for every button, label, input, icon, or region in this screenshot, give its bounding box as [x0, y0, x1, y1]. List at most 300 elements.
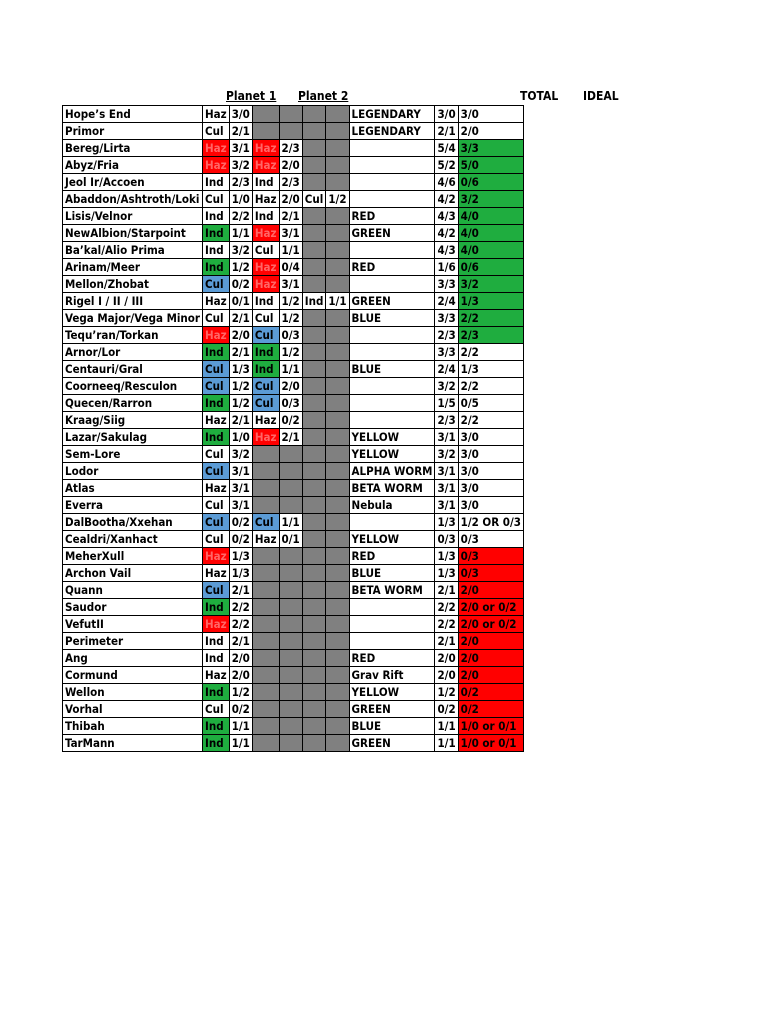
planet3-value-cell[interactable] [326, 582, 349, 599]
planet2-type-cell[interactable]: Ind [252, 361, 279, 378]
planet2-type-cell[interactable] [252, 616, 279, 633]
planet2-value-cell[interactable] [279, 735, 302, 752]
system-name-cell[interactable]: Primor [63, 123, 203, 140]
total-cell[interactable]: 3/3 [435, 276, 458, 293]
planet1-value-cell[interactable]: 1/2 [229, 395, 252, 412]
total-cell[interactable]: 2/1 [435, 123, 458, 140]
planet3-value-cell[interactable] [326, 344, 349, 361]
system-name-cell[interactable]: Archon Vail [63, 565, 203, 582]
planet1-value-cell[interactable]: 1/2 [229, 378, 252, 395]
planet3-value-cell[interactable] [326, 378, 349, 395]
ideal-cell[interactable]: 3/2 [458, 191, 523, 208]
planet1-type-cell[interactable]: Ind [203, 650, 230, 667]
planet3-value-cell[interactable] [326, 718, 349, 735]
ideal-cell[interactable]: 1/3 [458, 293, 523, 310]
planet2-value-cell[interactable]: 2/0 [279, 378, 302, 395]
planet2-value-cell[interactable]: 1/1 [279, 242, 302, 259]
label-cell[interactable]: GREEN [349, 293, 435, 310]
ideal-cell[interactable]: 0/6 [458, 259, 523, 276]
planet3-type-cell[interactable] [302, 718, 326, 735]
planet1-value-cell[interactable]: 2/0 [229, 327, 252, 344]
planet2-value-cell[interactable]: 2/3 [279, 140, 302, 157]
planet1-value-cell[interactable]: 2/1 [229, 633, 252, 650]
label-cell[interactable]: GREEN [349, 735, 435, 752]
label-cell[interactable]: LEGENDARY [349, 106, 435, 123]
planet2-value-cell[interactable] [279, 616, 302, 633]
system-name-cell[interactable]: Hope’s End [63, 106, 203, 123]
planet2-type-cell[interactable]: Ind [252, 208, 279, 225]
planet3-type-cell[interactable] [302, 463, 326, 480]
total-cell[interactable]: 1/1 [435, 718, 458, 735]
planet1-type-cell[interactable]: Haz [203, 327, 230, 344]
planet1-type-cell[interactable]: Cul [203, 514, 230, 531]
planet2-value-cell[interactable] [279, 701, 302, 718]
ideal-cell[interactable]: 2/2 [458, 310, 523, 327]
planet1-value-cell[interactable]: 2/1 [229, 344, 252, 361]
planet3-value-cell[interactable] [326, 463, 349, 480]
planet1-value-cell[interactable]: 2/1 [229, 123, 252, 140]
planet1-value-cell[interactable]: 2/1 [229, 310, 252, 327]
ideal-cell[interactable]: 2/2 [458, 344, 523, 361]
planet3-value-cell[interactable] [326, 633, 349, 650]
planet3-value-cell[interactable] [326, 429, 349, 446]
system-name-cell[interactable]: Coorneeq/Resculon [63, 378, 203, 395]
planet3-value-cell[interactable] [326, 480, 349, 497]
ideal-cell[interactable]: 3/0 [458, 497, 523, 514]
planet1-type-cell[interactable]: Ind [203, 242, 230, 259]
system-name-cell[interactable]: Cealdri/Xanhact [63, 531, 203, 548]
planet3-type-cell[interactable] [302, 599, 326, 616]
label-cell[interactable]: BLUE [349, 310, 435, 327]
total-cell[interactable]: 2/2 [435, 616, 458, 633]
planet3-value-cell[interactable] [326, 735, 349, 752]
planet2-type-cell[interactable] [252, 106, 279, 123]
total-cell[interactable]: 3/3 [435, 310, 458, 327]
label-cell[interactable] [349, 157, 435, 174]
total-cell[interactable]: 3/3 [435, 344, 458, 361]
total-cell[interactable]: 1/5 [435, 395, 458, 412]
total-cell[interactable]: 1/3 [435, 514, 458, 531]
planet1-type-cell[interactable]: Haz [203, 106, 230, 123]
planet1-type-cell[interactable]: Ind [203, 208, 230, 225]
planet2-value-cell[interactable] [279, 463, 302, 480]
planet2-type-cell[interactable] [252, 463, 279, 480]
planet2-type-cell[interactable] [252, 735, 279, 752]
planet3-value-cell[interactable] [326, 276, 349, 293]
total-cell[interactable]: 2/0 [435, 650, 458, 667]
system-name-cell[interactable]: Saudor [63, 599, 203, 616]
planet1-type-cell[interactable]: Haz [203, 157, 230, 174]
ideal-cell[interactable]: 0/2 [458, 701, 523, 718]
planet2-value-cell[interactable]: 0/2 [279, 412, 302, 429]
planet2-type-cell[interactable]: Haz [252, 157, 279, 174]
planet3-value-cell[interactable]: 1/2 [326, 191, 349, 208]
planet2-type-cell[interactable] [252, 446, 279, 463]
planet2-value-cell[interactable] [279, 497, 302, 514]
ideal-cell[interactable]: 3/0 [458, 480, 523, 497]
planet1-value-cell[interactable]: 0/2 [229, 514, 252, 531]
label-cell[interactable]: RED [349, 208, 435, 225]
planet1-type-cell[interactable]: Ind [203, 259, 230, 276]
planet2-type-cell[interactable] [252, 123, 279, 140]
planet1-value-cell[interactable]: 1/2 [229, 684, 252, 701]
label-cell[interactable] [349, 327, 435, 344]
planet1-type-cell[interactable]: Ind [203, 225, 230, 242]
planet1-value-cell[interactable]: 0/1 [229, 293, 252, 310]
planet1-value-cell[interactable]: 2/3 [229, 174, 252, 191]
total-cell[interactable]: 2/4 [435, 361, 458, 378]
planet1-value-cell[interactable]: 1/2 [229, 259, 252, 276]
planet1-value-cell[interactable]: 2/2 [229, 616, 252, 633]
planet3-type-cell[interactable] [302, 480, 326, 497]
planet1-value-cell[interactable]: 2/1 [229, 582, 252, 599]
system-name-cell[interactable]: DalBootha/Xxehan [63, 514, 203, 531]
ideal-cell[interactable]: 3/0 [458, 463, 523, 480]
ideal-cell[interactable]: 4/0 [458, 225, 523, 242]
label-cell[interactable] [349, 191, 435, 208]
total-cell[interactable]: 3/1 [435, 497, 458, 514]
total-cell[interactable]: 3/1 [435, 429, 458, 446]
planet1-value-cell[interactable]: 2/2 [229, 208, 252, 225]
ideal-cell[interactable]: 2/0 [458, 123, 523, 140]
total-cell[interactable]: 0/3 [435, 531, 458, 548]
ideal-cell[interactable]: 4/0 [458, 208, 523, 225]
planet1-value-cell[interactable]: 2/0 [229, 650, 252, 667]
planet1-type-cell[interactable]: Ind [203, 718, 230, 735]
planet1-type-cell[interactable]: Cul [203, 446, 230, 463]
planet2-value-cell[interactable] [279, 123, 302, 140]
ideal-cell[interactable]: 1/0 or 0/1 [458, 718, 523, 735]
label-cell[interactable]: YELLOW [349, 684, 435, 701]
planet1-type-cell[interactable]: Ind [203, 633, 230, 650]
planet1-value-cell[interactable]: 3/1 [229, 463, 252, 480]
system-name-cell[interactable]: Mellon/Zhobat [63, 276, 203, 293]
planet2-value-cell[interactable]: 2/1 [279, 208, 302, 225]
ideal-cell[interactable]: 3/2 [458, 276, 523, 293]
total-cell[interactable]: 4/2 [435, 191, 458, 208]
planet2-type-cell[interactable] [252, 565, 279, 582]
planet2-value-cell[interactable]: 0/1 [279, 531, 302, 548]
planet3-type-cell[interactable] [302, 259, 326, 276]
label-cell[interactable] [349, 174, 435, 191]
planet2-value-cell[interactable] [279, 480, 302, 497]
planet1-type-cell[interactable]: Ind [203, 599, 230, 616]
system-name-cell[interactable]: Cormund [63, 667, 203, 684]
planet1-value-cell[interactable]: 3/1 [229, 480, 252, 497]
planet1-type-cell[interactable]: Ind [203, 735, 230, 752]
ideal-cell[interactable]: 3/0 [458, 106, 523, 123]
label-cell[interactable]: ALPHA WORM [349, 463, 435, 480]
planet2-value-cell[interactable]: 2/0 [279, 191, 302, 208]
system-name-cell[interactable]: Rigel I / II / III [63, 293, 203, 310]
label-cell[interactable] [349, 395, 435, 412]
planet3-value-cell[interactable] [326, 140, 349, 157]
planet1-type-cell[interactable]: Ind [203, 174, 230, 191]
ideal-cell[interactable]: 5/0 [458, 157, 523, 174]
planet2-value-cell[interactable] [279, 548, 302, 565]
planet3-value-cell[interactable] [326, 599, 349, 616]
system-name-cell[interactable]: VefutII [63, 616, 203, 633]
label-cell[interactable]: BETA WORM [349, 582, 435, 599]
planet1-type-cell[interactable]: Haz [203, 412, 230, 429]
ideal-cell[interactable]: 0/3 [458, 565, 523, 582]
total-cell[interactable]: 3/1 [435, 480, 458, 497]
planet2-type-cell[interactable]: Cul [252, 242, 279, 259]
system-name-cell[interactable]: Abaddon/Ashtroth/Loki [63, 191, 203, 208]
label-cell[interactable] [349, 140, 435, 157]
planet3-value-cell[interactable] [326, 157, 349, 174]
total-cell[interactable]: 3/0 [435, 106, 458, 123]
planet1-value-cell[interactable]: 1/3 [229, 565, 252, 582]
total-cell[interactable]: 5/2 [435, 157, 458, 174]
system-name-cell[interactable]: Perimeter [63, 633, 203, 650]
planet3-type-cell[interactable] [302, 667, 326, 684]
planet1-value-cell[interactable]: 2/2 [229, 599, 252, 616]
planet3-type-cell[interactable] [302, 514, 326, 531]
ideal-cell[interactable]: 2/2 [458, 378, 523, 395]
planet2-value-cell[interactable] [279, 633, 302, 650]
planet2-type-cell[interactable] [252, 599, 279, 616]
planet2-type-cell[interactable] [252, 667, 279, 684]
ideal-cell[interactable]: 0/6 [458, 174, 523, 191]
planet1-value-cell[interactable]: 1/3 [229, 361, 252, 378]
planet2-value-cell[interactable]: 3/1 [279, 225, 302, 242]
planet3-type-cell[interactable] [302, 446, 326, 463]
system-name-cell[interactable]: Atlas [63, 480, 203, 497]
planet1-type-cell[interactable]: Cul [203, 701, 230, 718]
planet1-value-cell[interactable]: 0/2 [229, 276, 252, 293]
label-cell[interactable]: GREEN [349, 701, 435, 718]
planet1-type-cell[interactable]: Haz [203, 480, 230, 497]
planet1-type-cell[interactable]: Haz [203, 565, 230, 582]
total-cell[interactable]: 2/3 [435, 327, 458, 344]
planet3-value-cell[interactable] [326, 701, 349, 718]
planet2-type-cell[interactable] [252, 633, 279, 650]
planet1-value-cell[interactable]: 3/2 [229, 446, 252, 463]
total-cell[interactable]: 1/3 [435, 565, 458, 582]
planet1-type-cell[interactable]: Haz [203, 140, 230, 157]
system-name-cell[interactable]: Lodor [63, 463, 203, 480]
system-name-cell[interactable]: TarMann [63, 735, 203, 752]
system-name-cell[interactable]: Lazar/Sakulag [63, 429, 203, 446]
planet2-value-cell[interactable]: 0/4 [279, 259, 302, 276]
planet3-type-cell[interactable] [302, 735, 326, 752]
ideal-cell[interactable]: 2/0 or 0/2 [458, 616, 523, 633]
planet2-value-cell[interactable] [279, 106, 302, 123]
planet2-type-cell[interactable] [252, 480, 279, 497]
planet1-type-cell[interactable]: Cul [203, 582, 230, 599]
planet3-value-cell[interactable] [326, 565, 349, 582]
planet2-type-cell[interactable]: Haz [252, 276, 279, 293]
system-name-cell[interactable]: Arnor/Lor [63, 344, 203, 361]
planet2-type-cell[interactable]: Cul [252, 395, 279, 412]
total-cell[interactable]: 4/3 [435, 208, 458, 225]
planet1-value-cell[interactable]: 3/2 [229, 242, 252, 259]
label-cell[interactable]: YELLOW [349, 446, 435, 463]
planet2-type-cell[interactable]: Ind [252, 344, 279, 361]
planet2-type-cell[interactable]: Cul [252, 327, 279, 344]
planet3-type-cell[interactable] [302, 276, 326, 293]
planet1-type-cell[interactable]: Cul [203, 361, 230, 378]
planet3-type-cell[interactable] [302, 327, 326, 344]
planet1-value-cell[interactable]: 2/0 [229, 667, 252, 684]
ideal-cell[interactable]: 1/0 or 0/1 [458, 735, 523, 752]
planet1-value-cell[interactable]: 0/2 [229, 531, 252, 548]
ideal-cell[interactable]: 0/3 [458, 548, 523, 565]
system-name-cell[interactable]: Vega Major/Vega Minor [63, 310, 203, 327]
planet1-value-cell[interactable]: 1/0 [229, 429, 252, 446]
planet2-type-cell[interactable] [252, 582, 279, 599]
planet3-type-cell[interactable] [302, 429, 326, 446]
ideal-cell[interactable]: 0/2 [458, 684, 523, 701]
ideal-cell[interactable]: 0/3 [458, 531, 523, 548]
planet1-type-cell[interactable]: Haz [203, 667, 230, 684]
system-name-cell[interactable]: Sem-Lore [63, 446, 203, 463]
system-name-cell[interactable]: Quecen/Rarron [63, 395, 203, 412]
planet1-value-cell[interactable]: 3/1 [229, 497, 252, 514]
total-cell[interactable]: 1/3 [435, 548, 458, 565]
planet2-value-cell[interactable]: 0/3 [279, 327, 302, 344]
ideal-cell[interactable]: 2/2 [458, 412, 523, 429]
planet2-value-cell[interactable]: 3/1 [279, 276, 302, 293]
planet3-value-cell[interactable] [326, 310, 349, 327]
planet2-type-cell[interactable]: Ind [252, 174, 279, 191]
planet3-value-cell[interactable]: 1/1 [326, 293, 349, 310]
ideal-cell[interactable]: 1/3 [458, 361, 523, 378]
planet2-type-cell[interactable]: Haz [252, 412, 279, 429]
planet3-type-cell[interactable] [302, 633, 326, 650]
planet2-type-cell[interactable] [252, 650, 279, 667]
system-name-cell[interactable]: Vorhal [63, 701, 203, 718]
planet2-value-cell[interactable]: 1/2 [279, 310, 302, 327]
system-name-cell[interactable]: Jeol Ir/Accoen [63, 174, 203, 191]
planet1-value-cell[interactable]: 0/2 [229, 701, 252, 718]
planet1-value-cell[interactable]: 1/1 [229, 225, 252, 242]
planet3-value-cell[interactable] [326, 667, 349, 684]
planet3-type-cell[interactable] [302, 140, 326, 157]
planet3-type-cell[interactable] [302, 582, 326, 599]
system-name-cell[interactable]: Quann [63, 582, 203, 599]
planet2-type-cell[interactable]: Haz [252, 140, 279, 157]
label-cell[interactable]: BLUE [349, 565, 435, 582]
planet3-type-cell[interactable] [302, 361, 326, 378]
planet2-value-cell[interactable] [279, 599, 302, 616]
label-cell[interactable]: LEGENDARY [349, 123, 435, 140]
planet1-type-cell[interactable]: Haz [203, 548, 230, 565]
planet1-value-cell[interactable]: 3/2 [229, 157, 252, 174]
planet1-type-cell[interactable]: Cul [203, 531, 230, 548]
label-cell[interactable] [349, 514, 435, 531]
system-name-cell[interactable]: Kraag/Siig [63, 412, 203, 429]
total-cell[interactable]: 0/2 [435, 701, 458, 718]
system-name-cell[interactable]: Bereg/Lirta [63, 140, 203, 157]
ideal-cell[interactable]: 3/3 [458, 140, 523, 157]
planet2-value-cell[interactable] [279, 565, 302, 582]
planet3-type-cell[interactable] [302, 684, 326, 701]
label-cell[interactable] [349, 616, 435, 633]
planet2-value-cell[interactable]: 1/1 [279, 361, 302, 378]
planet2-type-cell[interactable] [252, 548, 279, 565]
planet3-type-cell[interactable] [302, 123, 326, 140]
system-name-cell[interactable]: Lisis/Velnor [63, 208, 203, 225]
total-cell[interactable]: 1/6 [435, 259, 458, 276]
planet1-type-cell[interactable]: Ind [203, 429, 230, 446]
planet3-type-cell[interactable] [302, 208, 326, 225]
planet1-type-cell[interactable]: Haz [203, 616, 230, 633]
label-cell[interactable] [349, 599, 435, 616]
ideal-cell[interactable]: 2/0 [458, 667, 523, 684]
planet2-value-cell[interactable] [279, 667, 302, 684]
planet3-value-cell[interactable] [326, 497, 349, 514]
planet2-value-cell[interactable] [279, 718, 302, 735]
planet3-value-cell[interactable] [326, 531, 349, 548]
planet1-value-cell[interactable]: 1/1 [229, 718, 252, 735]
system-name-cell[interactable]: Abyz/Fria [63, 157, 203, 174]
label-cell[interactable] [349, 276, 435, 293]
planet1-value-cell[interactable]: 1/1 [229, 735, 252, 752]
planet1-value-cell[interactable]: 2/1 [229, 412, 252, 429]
total-cell[interactable]: 2/1 [435, 582, 458, 599]
ideal-cell[interactable]: 4/0 [458, 242, 523, 259]
planet2-value-cell[interactable]: 1/2 [279, 293, 302, 310]
planet3-value-cell[interactable] [326, 616, 349, 633]
planet1-value-cell[interactable]: 3/1 [229, 140, 252, 157]
system-name-cell[interactable]: MeherXull [63, 548, 203, 565]
total-cell[interactable]: 3/2 [435, 378, 458, 395]
planet2-type-cell[interactable]: Cul [252, 514, 279, 531]
system-name-cell[interactable]: Ang [63, 650, 203, 667]
label-cell[interactable]: Grav Rift [349, 667, 435, 684]
total-cell[interactable]: 2/2 [435, 599, 458, 616]
total-cell[interactable]: 4/6 [435, 174, 458, 191]
label-cell[interactable] [349, 633, 435, 650]
ideal-cell[interactable]: 2/0 [458, 650, 523, 667]
system-name-cell[interactable]: NewAlbion/Starpoint [63, 225, 203, 242]
planet2-value-cell[interactable]: 1/2 [279, 344, 302, 361]
planet3-type-cell[interactable] [302, 310, 326, 327]
planet3-value-cell[interactable] [326, 548, 349, 565]
label-cell[interactable]: YELLOW [349, 429, 435, 446]
total-cell[interactable]: 5/4 [435, 140, 458, 157]
ideal-cell[interactable]: 2/3 [458, 327, 523, 344]
ideal-cell[interactable]: 3/0 [458, 446, 523, 463]
planet3-type-cell[interactable] [302, 242, 326, 259]
label-cell[interactable]: YELLOW [349, 531, 435, 548]
ideal-cell[interactable]: 2/0 [458, 582, 523, 599]
planet3-value-cell[interactable] [326, 242, 349, 259]
planet3-type-cell[interactable] [302, 616, 326, 633]
planet1-type-cell[interactable]: Cul [203, 463, 230, 480]
total-cell[interactable]: 4/2 [435, 225, 458, 242]
planet1-value-cell[interactable]: 3/0 [229, 106, 252, 123]
planet1-type-cell[interactable]: Cul [203, 191, 230, 208]
ideal-cell[interactable]: 3/0 [458, 429, 523, 446]
label-cell[interactable] [349, 242, 435, 259]
system-name-cell[interactable]: Ba’kal/Alio Prima [63, 242, 203, 259]
planet3-type-cell[interactable] [302, 344, 326, 361]
planet3-value-cell[interactable] [326, 208, 349, 225]
planet3-value-cell[interactable] [326, 684, 349, 701]
label-cell[interactable]: BLUE [349, 361, 435, 378]
planet2-type-cell[interactable]: Ind [252, 293, 279, 310]
planet3-type-cell[interactable]: Ind [302, 293, 326, 310]
total-cell[interactable]: 4/3 [435, 242, 458, 259]
planet2-type-cell[interactable]: Cul [252, 378, 279, 395]
planet3-value-cell[interactable] [326, 650, 349, 667]
planet1-type-cell[interactable]: Haz [203, 293, 230, 310]
planet2-value-cell[interactable] [279, 582, 302, 599]
planet1-type-cell[interactable]: Cul [203, 378, 230, 395]
